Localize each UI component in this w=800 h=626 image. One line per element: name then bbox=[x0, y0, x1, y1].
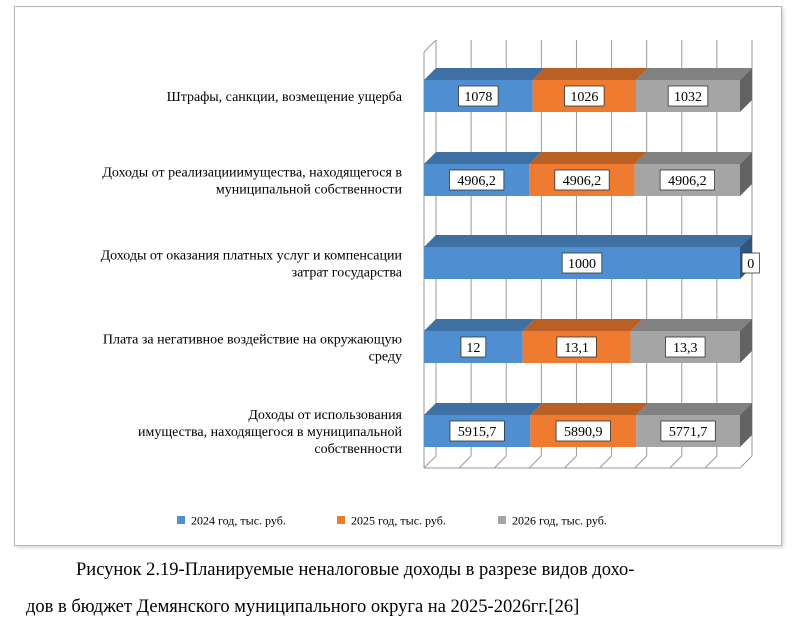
floor-grid-line bbox=[600, 456, 612, 468]
category-label: Доходы от реализацииимущества, находящегося в bbox=[102, 165, 402, 181]
data-label: 12 bbox=[466, 341, 481, 356]
data-label: 4906,2 bbox=[668, 174, 707, 189]
data-label: 0 bbox=[747, 257, 755, 272]
floor-grid-line bbox=[635, 456, 647, 468]
floor-grid-line bbox=[670, 456, 682, 468]
figure-caption bbox=[20, 552, 780, 626]
data-label: 4906,2 bbox=[457, 174, 496, 189]
bar-top-face bbox=[523, 319, 643, 331]
bar-top-face bbox=[631, 319, 752, 331]
bar-top-face bbox=[424, 152, 541, 164]
bar-top-face bbox=[424, 68, 545, 80]
floor-grid-line bbox=[529, 456, 541, 468]
bar-top-face bbox=[424, 403, 542, 415]
bar-top-face bbox=[529, 152, 646, 164]
floor-grid-line bbox=[705, 456, 717, 468]
floor-grid-line bbox=[494, 456, 506, 468]
data-label: 4906,2 bbox=[562, 174, 602, 189]
category-label: муниципальной собственности bbox=[215, 182, 402, 198]
data-label: 1000 bbox=[568, 257, 596, 272]
legend-label: 2024 год, тыс. руб. bbox=[191, 513, 286, 528]
data-label: 5771,7 bbox=[668, 425, 708, 440]
bar-top-face bbox=[636, 68, 752, 80]
category-label: имущества, находящегося в муниципальной bbox=[137, 425, 402, 440]
category-label: Штрафы, санкции, возмещение ущерба bbox=[166, 90, 402, 105]
category-label: Доходы от использования bbox=[248, 408, 402, 423]
category-label: затрат государства bbox=[291, 265, 402, 281]
legend-label: 2025 год, тыс. руб. bbox=[351, 513, 446, 528]
data-label: 13,3 bbox=[673, 341, 698, 356]
data-label: 5890,9 bbox=[564, 425, 603, 440]
legend-swatch bbox=[498, 516, 506, 524]
legend-label: 2026 год, тыс. руб. bbox=[512, 513, 607, 528]
data-label: 1026 bbox=[570, 90, 599, 105]
floor-grid-line bbox=[564, 456, 576, 468]
floor-grid-line bbox=[740, 456, 752, 468]
data-label: 13,1 bbox=[564, 341, 589, 356]
side-wall-top bbox=[424, 40, 436, 52]
bar-top-face bbox=[530, 403, 648, 415]
bar-top-face bbox=[636, 403, 752, 415]
caption-line-1: Рисунок 2.19-Планируемые неналоговые доходы в разрезе видов дохо- bbox=[76, 560, 635, 580]
caption-line-2: дов в бюджет Демянского муниципального округа на 2025-2026гг.[26] bbox=[26, 597, 580, 617]
floor-grid-line bbox=[459, 456, 471, 468]
legend-swatch bbox=[337, 516, 345, 524]
category-label: собственности bbox=[314, 442, 402, 457]
bar-top-face bbox=[424, 235, 752, 247]
data-label: 1032 bbox=[674, 90, 703, 105]
data-label: 5915,7 bbox=[457, 425, 497, 440]
data-label: 1078 bbox=[464, 90, 493, 105]
category-label: среду bbox=[368, 349, 402, 365]
floor-grid-line bbox=[424, 456, 436, 468]
bar-top-face bbox=[424, 319, 535, 331]
bar-top-face bbox=[533, 68, 648, 80]
category-label: Плата за негативное воздействие на окружающую bbox=[102, 332, 402, 348]
legend-swatch bbox=[177, 516, 185, 524]
category-label: Доходы от оказания платных услуг и компенсации bbox=[100, 248, 402, 264]
bar-top-face bbox=[635, 152, 752, 164]
